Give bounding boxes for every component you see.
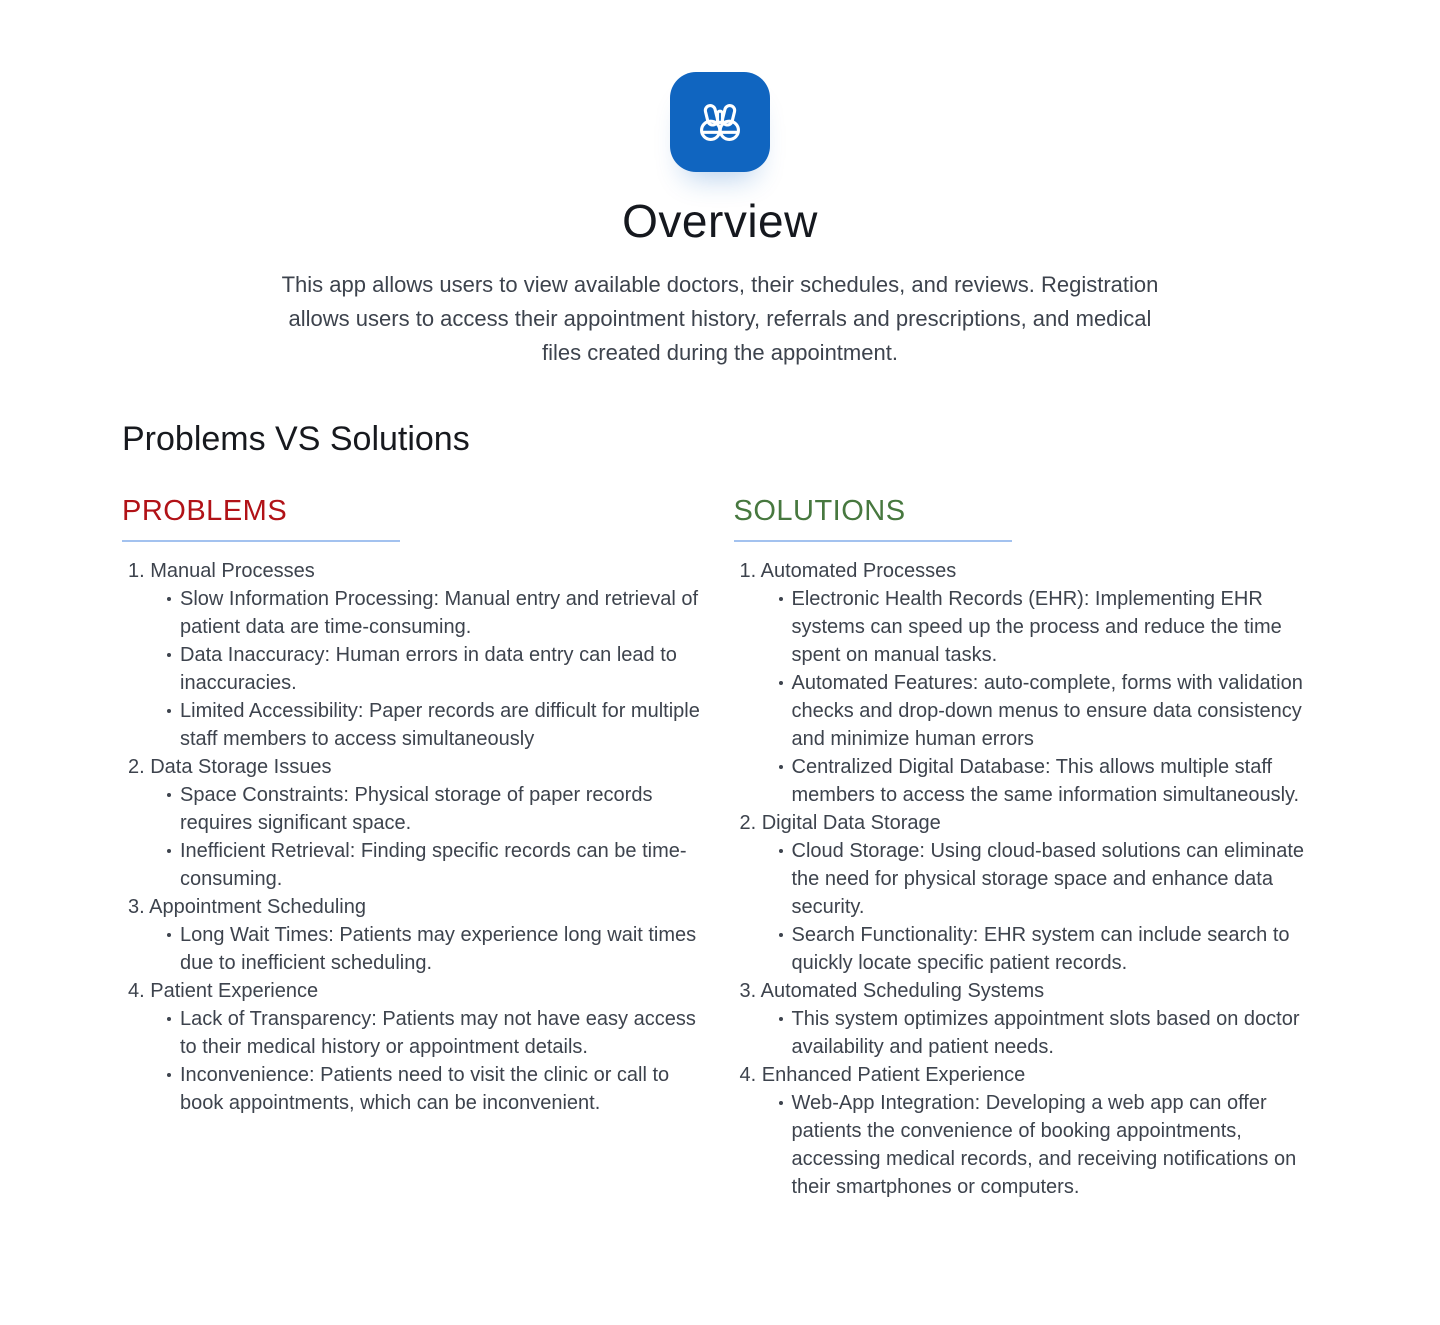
bullet-list — [128, 1005, 704, 1117]
bullet-item: Web-App Integration: Developing a web app can offer patients the convenience of booking appointments, accessing medical records, and receiving notifications on their smartphones or computers. — [792, 1089, 1316, 1201]
list-item-label: 1. Manual Processes — [128, 560, 315, 582]
list-item — [740, 977, 1316, 1061]
bullet-item: Limited Accessibility: Paper records are difficult for multiple staff members to access simultaneously — [180, 697, 704, 753]
bullet-list — [128, 585, 704, 753]
bullet-item: Space Constraints: Physical storage of paper records requires significant space. — [180, 781, 704, 837]
bullet-list — [128, 781, 704, 893]
solutions-list — [734, 557, 1316, 1201]
bullet-item: Slow Information Processing: Manual entry and retrieval of patient data are time-consuming. — [180, 585, 704, 641]
bullet-list — [740, 585, 1316, 809]
list-item — [740, 1061, 1316, 1201]
solutions-column — [734, 495, 1316, 1201]
bullet-item: Lack of Transparency: Patients may not have easy access to their medical history or appointment details. — [180, 1005, 704, 1061]
list-item — [128, 977, 704, 1117]
bullet-list — [128, 921, 704, 977]
problems-heading: PROBLEMS — [122, 495, 288, 527]
list-item-label: 1. Automated Processes — [739, 560, 957, 582]
bullet-item: Search Functionality: EHR system can include search to quickly locate specific patient records. — [792, 921, 1316, 977]
solutions-underline — [734, 540, 1012, 542]
bullet-item: Cloud Storage: Using cloud-based solutions can eliminate the need for physical storage space and enhance data security. — [792, 837, 1316, 921]
list-item-label: 3. Appointment Scheduling — [128, 896, 366, 918]
list-item — [740, 557, 1316, 809]
bullet-item: Centralized Digital Database: This allows multiple staff members to access the same information simultaneously. — [792, 753, 1316, 809]
bullet-item: Electronic Health Records (EHR): Implementing EHR systems can speed up the process and reduce the time spent on manual tasks. — [792, 585, 1316, 669]
list-item — [740, 809, 1316, 977]
page-description: This app allows users to view available doctors, their schedules, and reviews. Registration allows users to access their appointment history, referrals and prescriptions, and medical files created during the appointment. — [281, 272, 1159, 365]
bullet-list — [740, 1005, 1316, 1061]
list-item-label: 3. Automated Scheduling Systems — [739, 980, 1045, 1002]
problems-column — [122, 495, 704, 1201]
list-item — [128, 893, 704, 977]
problems-underline — [122, 540, 400, 542]
problems-solutions-columns — [0, 459, 1440, 1201]
bullet-item: Inefficient Retrieval: Finding specific records can be time-consuming. — [180, 837, 704, 893]
list-item-label: 4. Patient Experience — [128, 980, 319, 1002]
bullet-list — [740, 837, 1316, 977]
list-item-label: 2. Digital Data Storage — [739, 812, 941, 834]
bullet-item: This system optimizes appointment slots based on doctor availability and patient needs. — [792, 1005, 1316, 1061]
bullet-item: Automated Features: auto-complete, forms with validation checks and drop-down menus to ensure data consistency and minimize human errors — [792, 669, 1316, 753]
page-header — [0, 0, 1440, 370]
bullet-item: Long Wait Times: Patients may experience long wait times due to inefficient scheduling. — [180, 921, 704, 977]
solutions-heading: SOLUTIONS — [733, 495, 906, 527]
bullet-item: Inconvenience: Patients need to visit the clinic or call to book appointments, which can be inconvenient. — [180, 1061, 704, 1117]
list-item — [128, 557, 704, 753]
problems-list — [122, 557, 704, 1117]
section-title: Problems VS Solutions — [122, 420, 470, 458]
list-item-label: 2. Data Storage Issues — [128, 756, 332, 778]
bullet-item: Data Inaccuracy: Human errors in data entry can lead to inaccuracies. — [180, 641, 704, 697]
page-title: Overview — [622, 195, 818, 247]
binoculars-icon — [670, 72, 770, 172]
list-item-label: 4. Enhanced Patient Experience — [739, 1064, 1026, 1086]
list-item — [128, 753, 704, 893]
bullet-list — [740, 1089, 1316, 1201]
